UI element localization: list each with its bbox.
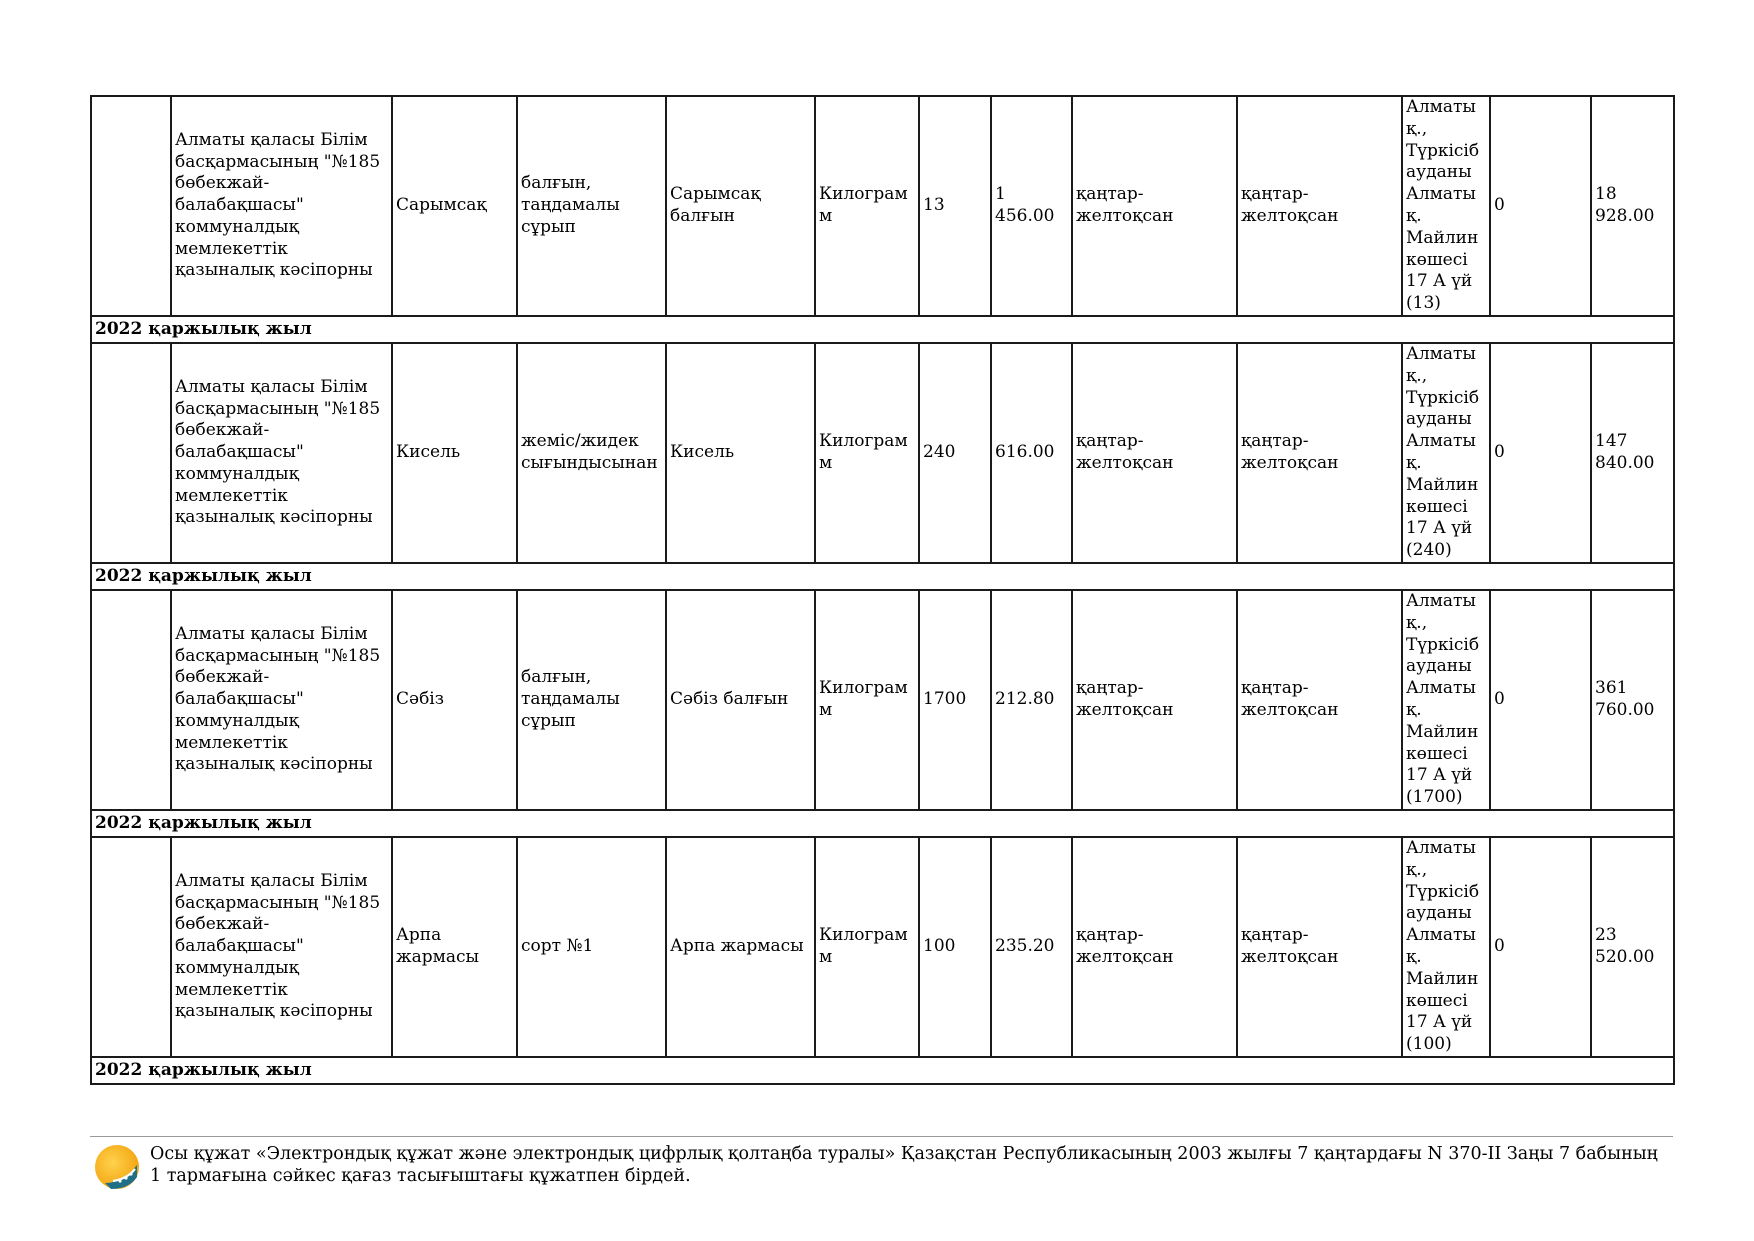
fiscal-year-label: 2022 қаржылық жыл: [91, 1057, 1674, 1084]
item-name-cell: Сарымсақ: [392, 96, 517, 316]
fiscal-year-label: 2022 қаржылық жыл: [91, 316, 1674, 343]
fiscal-year-label: 2022 қаржылық жыл: [91, 563, 1674, 590]
row-number-cell: [91, 837, 171, 1057]
table-row: [91, 343, 1674, 563]
price-cell: 212.80: [991, 590, 1072, 810]
advance-cell: 0: [1490, 343, 1591, 563]
characteristic-cell: балғын, таңдамалы сұрып: [517, 590, 666, 810]
extra-characteristic-cell: Арпа жармасы: [666, 837, 815, 1057]
quantity-cell: 240: [919, 343, 991, 563]
sum-cell: 18 928.00: [1591, 96, 1674, 316]
row-number-cell: [91, 590, 171, 810]
advance-cell: 0: [1490, 96, 1591, 316]
unit-cell: Килограмм: [815, 837, 919, 1057]
fiscal-year-row: [91, 316, 1674, 343]
sum-cell: 361 760.00: [1591, 590, 1674, 810]
fiscal-year-row: [91, 1057, 1674, 1084]
customer-cell: Алматы қаласы Білім басқармасының "№185 бөбекжай-балабақшасы" коммуналдық мемлекеттік қазыналық кәсіпорны: [171, 343, 392, 563]
table-row: [91, 96, 1674, 316]
quantity-cell: 1700: [919, 590, 991, 810]
customer-cell: Алматы қаласы Білім басқармасының "№185 бөбекжай-балабақшасы" коммуналдық мемлекеттік қазыналық кәсіпорны: [171, 590, 392, 810]
e-government-logo-icon: [93, 1143, 141, 1191]
delivery-period-cell: қаңтар-желтоқсан: [1237, 837, 1402, 1057]
fiscal-year-row: [91, 810, 1674, 837]
delivery-address-cell: Алматы қ., Түркісіб ауданы Алматы қ. Майлин көшесі 17 А үй (1700): [1402, 590, 1490, 810]
characteristic-cell: жеміс/жидек сығындысынан: [517, 343, 666, 563]
delivery-period-cell: қаңтар-желтоқсан: [1237, 96, 1402, 316]
table-row: [91, 837, 1674, 1057]
extra-characteristic-cell: Сарымсақ балғын: [666, 96, 815, 316]
period-cell: қаңтар-желтоқсан: [1072, 96, 1237, 316]
unit-cell: Килограмм: [815, 590, 919, 810]
period-cell: қаңтар-желтоқсан: [1072, 343, 1237, 563]
customer-cell: Алматы қаласы Білім басқармасының "№185 бөбекжай-балабақшасы" коммуналдық мемлекеттік қазыналық кәсіпорны: [171, 837, 392, 1057]
row-number-cell: [91, 96, 171, 316]
characteristic-cell: балғын, таңдамалы сұрып: [517, 96, 666, 316]
item-name-cell: Сәбіз: [392, 590, 517, 810]
row-number-cell: [91, 343, 171, 563]
document-footer: [90, 1136, 1673, 1186]
table-row: [91, 590, 1674, 810]
item-name-cell: Кисель: [392, 343, 517, 563]
advance-cell: 0: [1490, 837, 1591, 1057]
price-cell: 1 456.00: [991, 96, 1072, 316]
delivery-period-cell: қаңтар-желтоқсан: [1237, 590, 1402, 810]
legal-notice-text: Осы құжат «Электрондық құжат және электрондық цифрлық қолтаңба туралы» Қазақстан Республикасының 2003 жылғы 7 қаңтардағы N 370-II Заңы 7 бабының 1 тармағына сәйкес қағаз тасығыштағы құжатпен бірдей.: [150, 1144, 1658, 1186]
quantity-cell: 100: [919, 837, 991, 1057]
procurement-table: [90, 95, 1675, 1085]
customer-cell: Алматы қаласы Білім басқармасының "№185 бөбекжай-балабақшасы" коммуналдық мемлекеттік қазыналық кәсіпорны: [171, 96, 392, 316]
extra-characteristic-cell: Кисель: [666, 343, 815, 563]
extra-characteristic-cell: Сәбіз балғын: [666, 590, 815, 810]
delivery-address-cell: Алматы қ., Түркісіб ауданы Алматы қ. Майлин көшесі 17 А үй (240): [1402, 343, 1490, 563]
delivery-address-cell: Алматы қ., Түркісіб ауданы Алматы қ. Майлин көшесі 17 А үй (100): [1402, 837, 1490, 1057]
sum-cell: 23 520.00: [1591, 837, 1674, 1057]
price-cell: 616.00: [991, 343, 1072, 563]
period-cell: қаңтар-желтоқсан: [1072, 590, 1237, 810]
unit-cell: Килограмм: [815, 96, 919, 316]
unit-cell: Килограмм: [815, 343, 919, 563]
price-cell: 235.20: [991, 837, 1072, 1057]
item-name-cell: Арпа жармасы: [392, 837, 517, 1057]
sum-cell: 147 840.00: [1591, 343, 1674, 563]
fiscal-year-label: 2022 қаржылық жыл: [91, 810, 1674, 837]
delivery-period-cell: қаңтар-желтоқсан: [1237, 343, 1402, 563]
fiscal-year-row: [91, 563, 1674, 590]
delivery-address-cell: Алматы қ., Түркісіб ауданы Алматы қ. Майлин көшесі 17 А үй (13): [1402, 96, 1490, 316]
characteristic-cell: сорт №1: [517, 837, 666, 1057]
period-cell: қаңтар-желтоқсан: [1072, 837, 1237, 1057]
quantity-cell: 13: [919, 96, 991, 316]
advance-cell: 0: [1490, 590, 1591, 810]
